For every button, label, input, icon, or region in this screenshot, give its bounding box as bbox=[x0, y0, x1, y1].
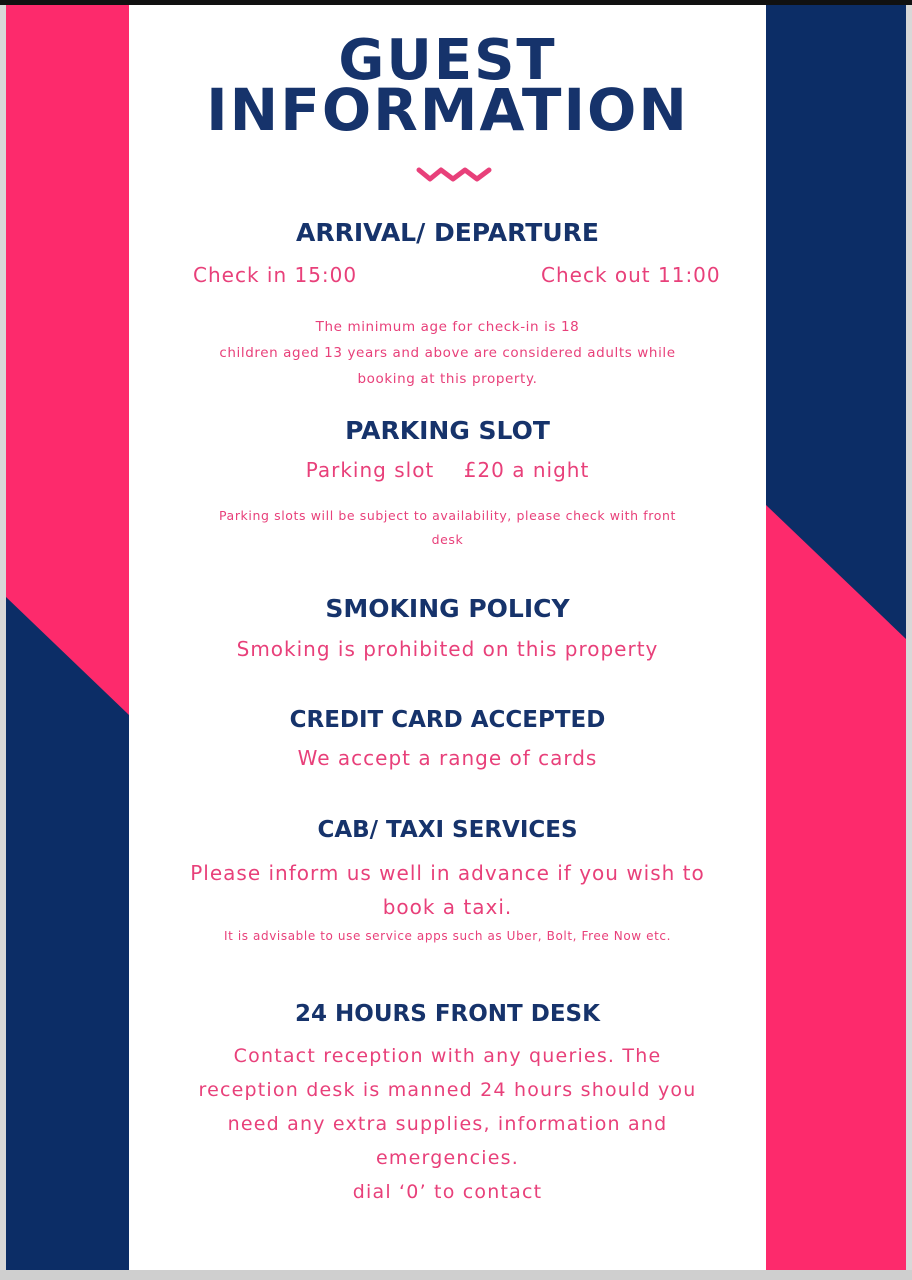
arrival-note-line-1: The minimum age for check-in is 18 bbox=[315, 319, 580, 335]
front-desk-line-3: need any extra supplies, information and bbox=[227, 1113, 668, 1135]
taxi-note: It is advisable to use service apps such as Uber, Bolt, Free Now etc. bbox=[224, 929, 671, 943]
left-decorative-band bbox=[6, 5, 129, 1270]
front-desk-line-5: dial ‘0’ to contact bbox=[352, 1181, 543, 1203]
front-desk-line-1: Contact reception with any queries. The bbox=[233, 1045, 662, 1067]
taxi-heading: CAB/ TAXI SERVICES bbox=[317, 817, 578, 843]
arrival-note-line-2: children aged 13 years and above are considered adults while bbox=[219, 345, 676, 361]
front-desk-line-2: reception desk is manned 24 hours should you bbox=[198, 1079, 697, 1101]
front-desk-heading: 24 HOURS FRONT DESK bbox=[295, 1001, 600, 1027]
taxi-text-line-1: Please inform us well in advance if you wish to bbox=[190, 861, 705, 885]
right-decorative-band bbox=[766, 5, 906, 1270]
check-out-time: Check out 11:00 bbox=[541, 263, 721, 287]
parking-note-line-2: desk bbox=[431, 532, 464, 547]
credit-card-heading: CREDIT CARD ACCEPTED bbox=[289, 707, 606, 733]
smoking-heading: SMOKING POLICY bbox=[325, 594, 570, 623]
taxi-text-line-2: book a taxi. bbox=[382, 895, 513, 919]
front-desk-line-4: emergencies. bbox=[376, 1147, 519, 1169]
credit-card-text: We accept a range of cards bbox=[297, 746, 598, 770]
bottom-edge bbox=[0, 1270, 912, 1280]
wavy-line-icon bbox=[416, 162, 492, 184]
parking-price: Parking slot £20 a night bbox=[305, 458, 590, 482]
arrival-note-line-3: booking at this property. bbox=[357, 371, 538, 387]
arrival-departure-heading: ARRIVAL/ DEPARTURE bbox=[296, 218, 599, 247]
parking-heading: PARKING SLOT bbox=[345, 416, 550, 445]
guest-information-sheet bbox=[129, 5, 766, 1270]
check-in-time: Check in 15:00 bbox=[193, 263, 358, 287]
parking-note-line-1: Parking slots will be subject to availability, please check with front bbox=[218, 508, 676, 523]
smoking-text: Smoking is prohibited on this property bbox=[236, 637, 659, 661]
title-line-2: INFORMATION bbox=[206, 76, 689, 144]
title-line-1: GUEST bbox=[338, 28, 557, 93]
